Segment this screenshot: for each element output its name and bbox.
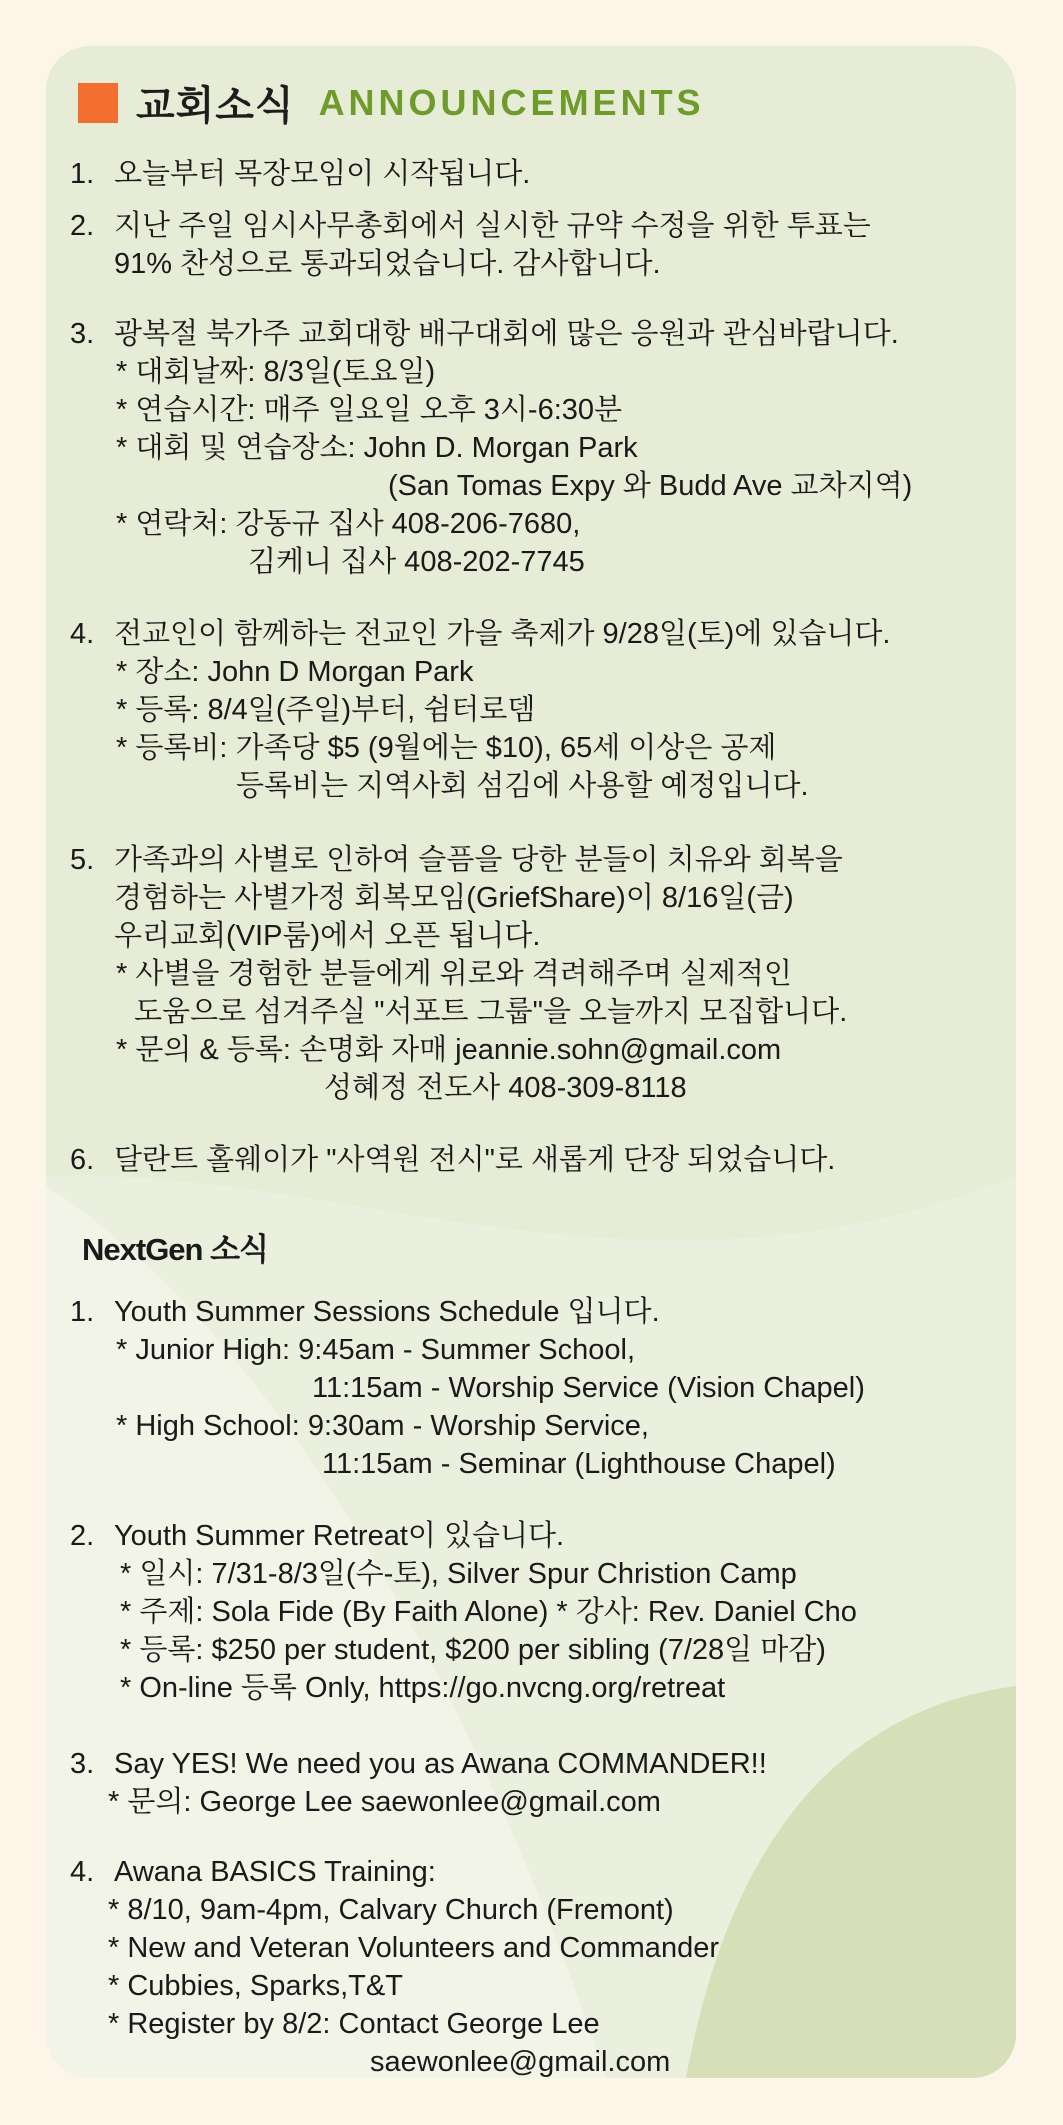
- announcement-line: * 대회날짜: 8/3일(토요일): [116, 356, 436, 388]
- announcement-line: 가족과의 사별로 인하여 슬픔을 당한 분들이 치유와 회복을: [114, 844, 843, 876]
- announcement-line: 경험하는 사별가정 회복모임(GriefShare)이 8/16일(금): [114, 882, 794, 914]
- nextgen-line: * Cubbies, Sparks,T&T: [108, 1970, 403, 2002]
- nextgen-line: saewonlee@gmail.com: [370, 2046, 671, 2078]
- nextgen-line: * On-line 등록 Only, https://go.nvcng.org/retreat: [120, 1672, 726, 1704]
- announcement-card: [46, 46, 1016, 2078]
- title-korean: 교회소식: [136, 83, 295, 129]
- item-number: 6.: [70, 1144, 95, 1176]
- nextgen-line: * New and Veteran Volunteers and Commander: [108, 1932, 719, 1964]
- announcement-line: 오늘부터 목장모임이 시작됩니다.: [114, 158, 531, 190]
- nextgen-line: Youth Summer Retreat이 있습니다.: [114, 1520, 565, 1552]
- item-number: 3.: [70, 1748, 95, 1780]
- nextgen-line: * 문의: George Lee saewonlee@gmail.com: [108, 1786, 661, 1818]
- announcement-line: * 장소: John D Morgan Park: [116, 656, 474, 688]
- item-number: 3.: [70, 318, 95, 350]
- item-number: 5.: [70, 844, 95, 876]
- item-number: 4.: [70, 618, 95, 650]
- announcement-line: 성혜정 전도사 408-309-8118: [324, 1072, 687, 1104]
- nextgen-line: * 8/10, 9am-4pm, Calvary Church (Fremont): [108, 1894, 674, 1926]
- announcement-line: * 등록비: 가족당 $5 (9월에는 $10), 65세 이상은 공제: [116, 732, 777, 764]
- announcement-line: * 사별을 경험한 분들에게 위로와 격려해주며 실제적인: [116, 958, 792, 990]
- item-number: 2.: [70, 210, 95, 242]
- announcement-line: 전교인이 함께하는 전교인 가을 축제가 9/28일(토)에 있습니다.: [114, 618, 891, 650]
- announcement-line: * 연습시간: 매주 일요일 오후 3시-6:30분: [116, 394, 623, 426]
- orange-square-icon: [78, 83, 118, 123]
- nextgen-line: Youth Summer Sessions Schedule 입니다.: [114, 1296, 660, 1328]
- nextgen-line: * 일시: 7/31-8/3일(수-토), Silver Spur Christion Camp: [120, 1558, 797, 1590]
- nextgen-line: * High School: 9:30am - Worship Service,: [116, 1410, 649, 1442]
- nextgen-line: * 등록: $250 per student, $200 per sibling (7/28일 마감): [120, 1634, 826, 1666]
- announcement-line: * 대회 및 연습장소: John D. Morgan Park: [116, 432, 638, 464]
- nextgen-line: * 주제: Sola Fide (By Faith Alone) * 강사: Rev. Daniel Cho: [120, 1596, 857, 1628]
- nextgen-line: 11:15am - Worship Service (Vision Chapel): [312, 1372, 865, 1404]
- announcement-line: 91% 찬성으로 통과되었습니다. 감사합니다.: [114, 248, 661, 280]
- announcement-line: 달란트 홀웨이가 "사역원 전시"로 새롭게 단장 되었습니다.: [114, 1144, 836, 1176]
- item-number: 2.: [70, 1520, 95, 1552]
- announcement-line: (San Tomas Expy 와 Budd Ave 교차지역): [388, 470, 913, 502]
- nextgen-line: * Junior High: 9:45am - Summer School,: [116, 1334, 635, 1366]
- announcement-line: 등록비는 지역사회 섬김에 사용할 예정입니다.: [236, 770, 809, 802]
- item-number: 1.: [70, 1296, 95, 1328]
- item-number: 4.: [70, 1856, 95, 1888]
- announcement-line: 지난 주일 임시사무총회에서 실시한 규약 수정을 위한 투표는: [114, 210, 871, 242]
- title-english: ANNOUNCEMENTS: [318, 81, 705, 123]
- item-number: 1.: [70, 158, 95, 190]
- nextgen-line: * Register by 8/2: Contact George Lee: [108, 2008, 600, 2040]
- section-header: [78, 74, 705, 131]
- nextgen-line: Awana BASICS Training:: [114, 1856, 436, 1888]
- announcement-line: * 등록: 8/4일(주일)부터, 쉼터로뎀: [116, 694, 536, 726]
- announcement-line: 도움으로 섬겨주실 "서포트 그룹"을 오늘까지 모집합니다.: [134, 996, 848, 1028]
- announcement-line: 김케니 집사 408-202-7745: [248, 546, 585, 578]
- nextgen-line: 11:15am - Seminar (Lighthouse Chapel): [322, 1448, 836, 1480]
- nextgen-heading: NextGen 소식: [82, 1232, 268, 1267]
- nextgen-line: Say YES! We need you as Awana COMMANDER!!: [114, 1748, 767, 1780]
- announcement-line: * 문의 & 등록: 손명화 자매 jeannie.sohn@gmail.com: [116, 1034, 782, 1066]
- announcement-line: * 연락처: 강동규 집사 408-206-7680,: [116, 508, 581, 540]
- announcement-line: 우리교회(VIP룸)에서 오픈 됩니다.: [114, 920, 541, 952]
- announcement-line: 광복절 북가주 교회대항 배구대회에 많은 응원과 관심바랍니다.: [114, 318, 899, 350]
